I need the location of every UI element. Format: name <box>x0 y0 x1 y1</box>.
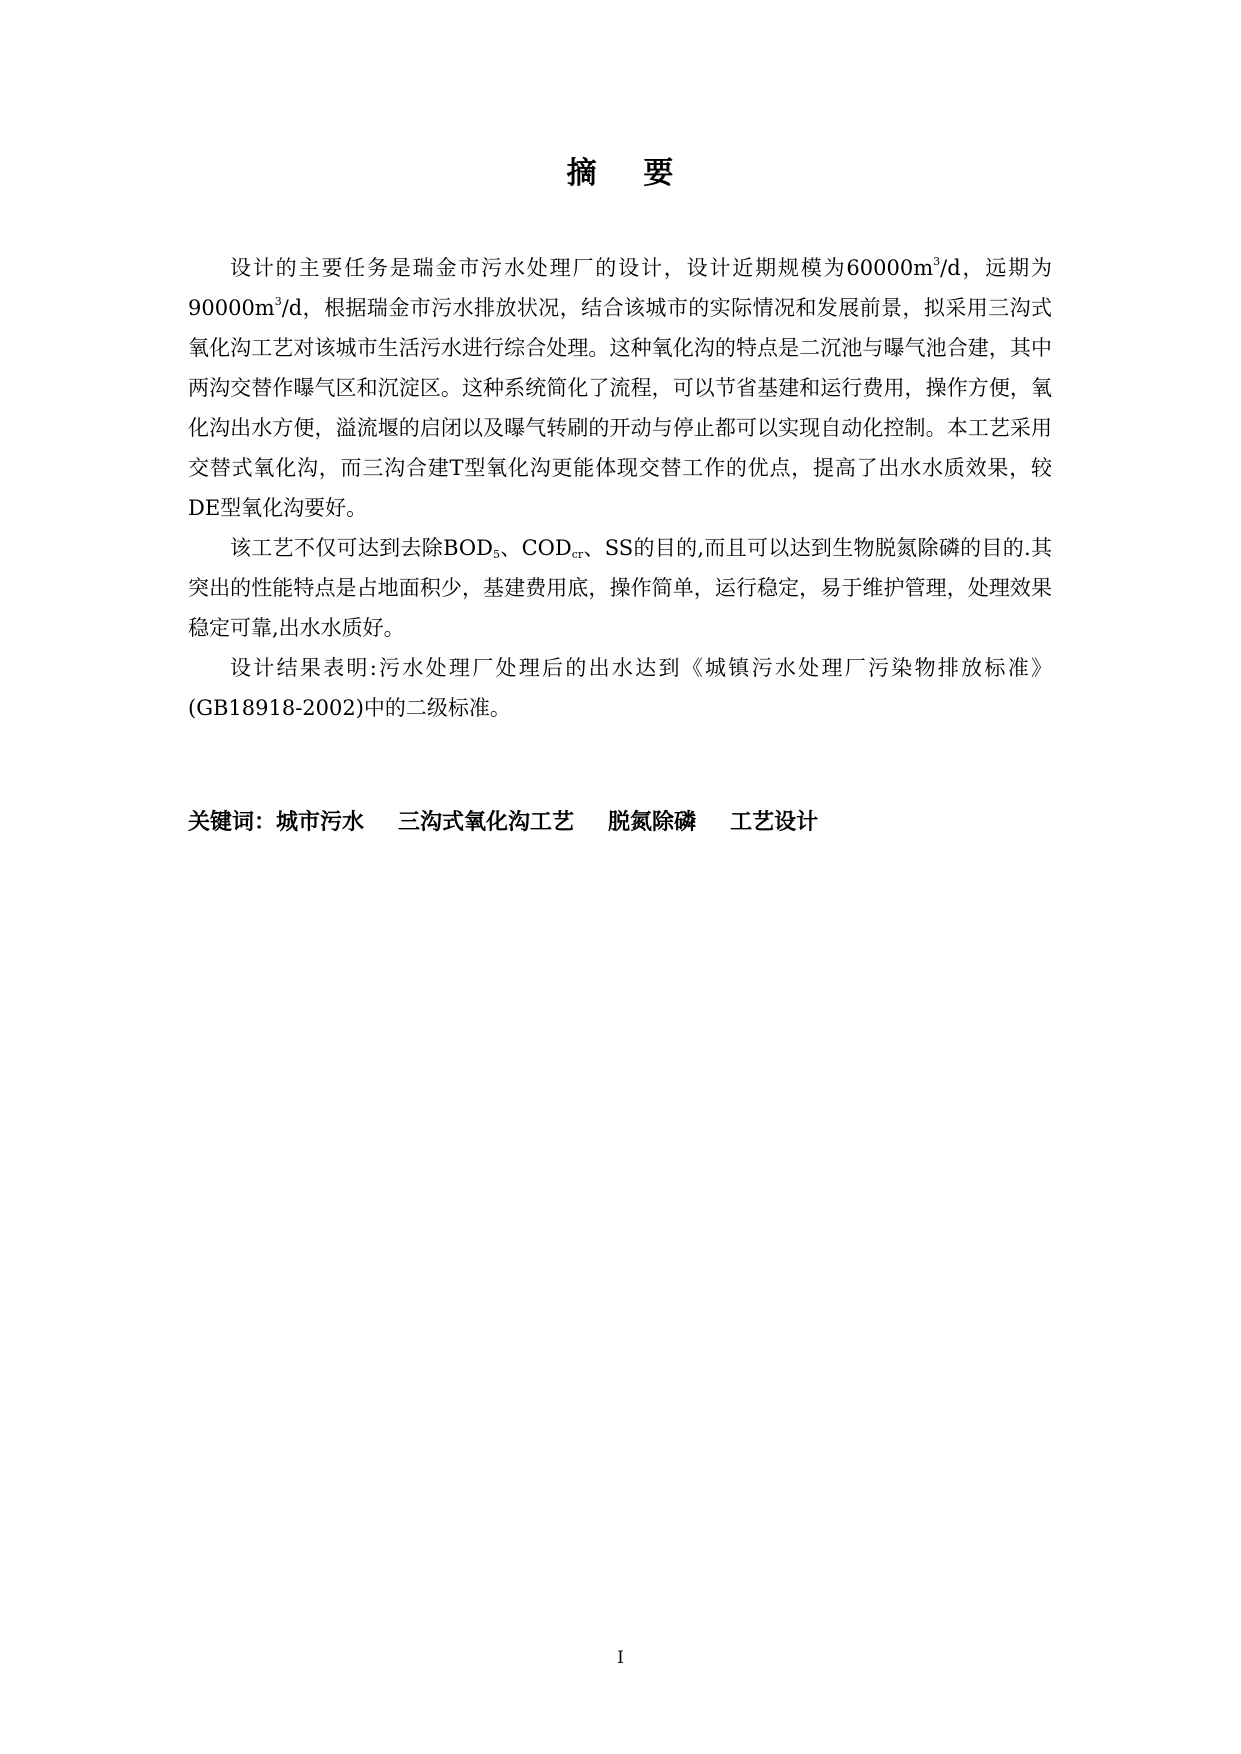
page-title: 摘 要 <box>566 156 675 191</box>
paragraph-text: 该工艺不仅可达到去除BOD <box>230 536 493 560</box>
keywords-line <box>188 805 852 836</box>
superscript: 3 <box>274 295 282 308</box>
subscript: cr <box>571 548 584 561</box>
paragraph-text: 、COD <box>499 536 572 560</box>
subscript: 5 <box>492 548 500 561</box>
paragraph-text: 设计的主要任务是瑞金市污水处理厂的设计，设计近期规模为60000m <box>230 256 934 280</box>
abstract-body <box>188 248 1052 728</box>
abstract-paragraph-1 <box>188 248 1052 528</box>
paragraph-text: 、SS的目的,而且可以达到生物脱氮除磷的目的.其突出的性能特点是占地面积少，基建费用底，操作简单，运行稳定，易于维护管理，处理效果稳定可靠,出水水质好。 <box>188 536 1052 640</box>
paragraph-text: /d，根据瑞金市污水排放状况，结合该城市的实际情况和发展前景，拟采用三沟式氧化沟工艺对该城市生活污水进行综合处理。这种氧化沟的特点是二沉池与曝气池合建，其中两沟交替作曝气区和沉淀区。这种系统简化了流程，可以节省基建和运行费用，操作方便，氧化沟出水方便，溢流堰的启闭以及曝气转刷的开动与停止都可以实现自动化控制。本工艺采用交替式氧化沟，而三沟合建T型氧化沟更能体现交替工作的优点，提高了出水水质效果，较DE型氧化沟要好。 <box>188 296 1052 520</box>
abstract-paragraph-2 <box>188 528 1052 648</box>
keyword-item: 脱氮除磷 <box>608 810 697 835</box>
paragraph-text: /d，远期为90000m <box>188 256 1052 320</box>
keyword-item: 三沟式氧化沟工艺 <box>398 810 575 835</box>
abstract-paragraph-3: 设计结果表明:污水处理厂处理后的出水达到《城镇污水处理厂污染物排放标准》(GB18918-2002)中的二级标准。 <box>188 656 1052 720</box>
keyword-item: 城市污水 <box>276 810 365 835</box>
keyword-item: 工艺设计 <box>730 810 819 835</box>
keywords-label: 关键词： <box>188 810 277 835</box>
superscript: 3 <box>933 255 941 268</box>
page-number: I <box>617 1648 624 1668</box>
